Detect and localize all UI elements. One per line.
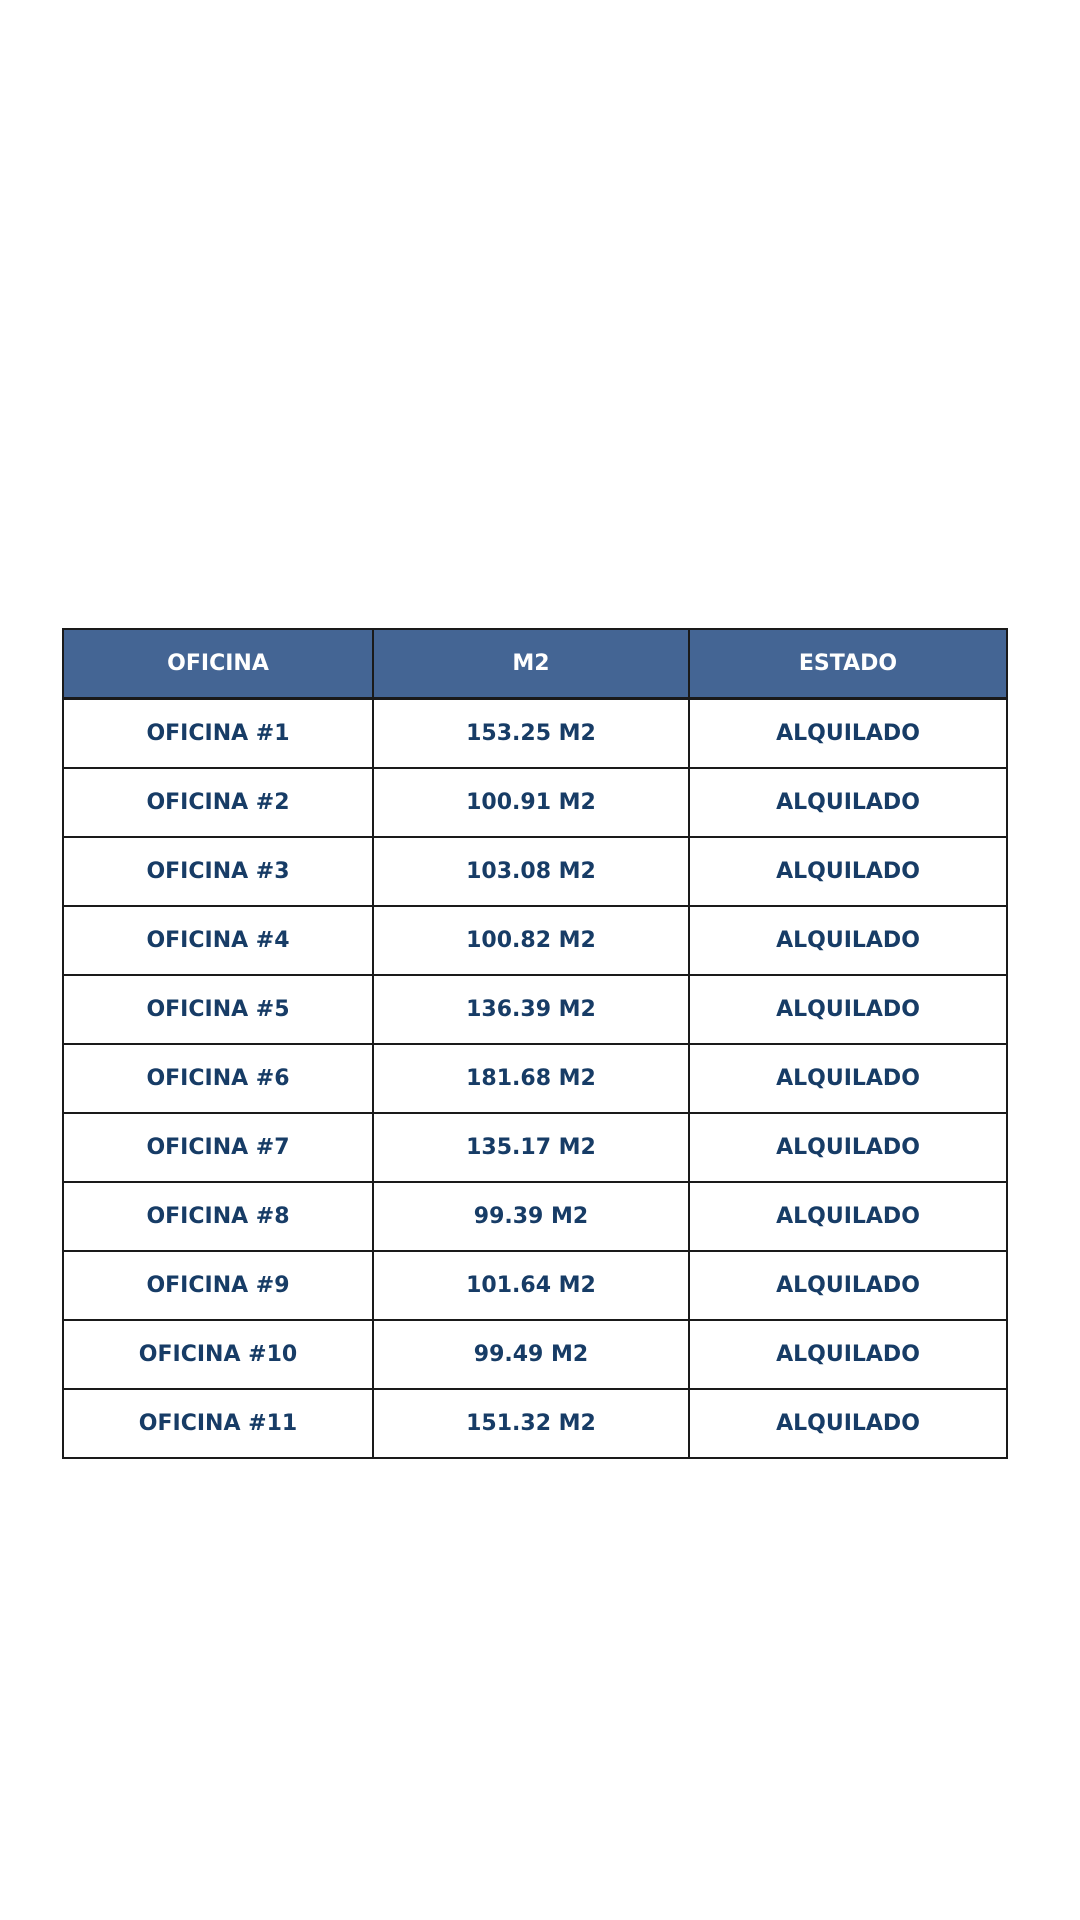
office-table: [62, 628, 1008, 1459]
table-row: [63, 1113, 1007, 1182]
table-row: [63, 975, 1007, 1044]
cell-oficina: OFICINA #10: [63, 1320, 373, 1389]
cell-oficina: OFICINA #7: [63, 1113, 373, 1182]
table-row: [63, 906, 1007, 975]
cell-estado: ALQUILADO: [689, 1044, 1007, 1113]
cell-oficina: OFICINA #9: [63, 1251, 373, 1320]
header-row: [63, 629, 1007, 699]
table-row: [63, 1044, 1007, 1113]
cell-oficina: OFICINA #4: [63, 906, 373, 975]
cell-m2: 99.39 M2: [373, 1182, 689, 1251]
cell-m2: 100.82 M2: [373, 906, 689, 975]
table-row: [63, 1320, 1007, 1389]
cell-oficina: OFICINA #6: [63, 1044, 373, 1113]
table-row: [63, 837, 1007, 906]
cell-m2: 101.64 M2: [373, 1251, 689, 1320]
table-row: [63, 1389, 1007, 1458]
table-row: [63, 1182, 1007, 1251]
cell-m2: 181.68 M2: [373, 1044, 689, 1113]
table-body: [63, 699, 1007, 1459]
table-header: [63, 629, 1007, 699]
header-estado: ESTADO: [689, 629, 1007, 699]
cell-estado: ALQUILADO: [689, 1251, 1007, 1320]
cell-m2: 99.49 M2: [373, 1320, 689, 1389]
cell-estado: ALQUILADO: [689, 906, 1007, 975]
cell-m2: 135.17 M2: [373, 1113, 689, 1182]
cell-m2: 103.08 M2: [373, 837, 689, 906]
cell-oficina: OFICINA #8: [63, 1182, 373, 1251]
cell-oficina: OFICINA #2: [63, 768, 373, 837]
cell-estado: ALQUILADO: [689, 699, 1007, 769]
cell-estado: ALQUILADO: [689, 768, 1007, 837]
cell-m2: 153.25 M2: [373, 699, 689, 769]
cell-oficina: OFICINA #5: [63, 975, 373, 1044]
cell-m2: 100.91 M2: [373, 768, 689, 837]
table-row: [63, 1251, 1007, 1320]
table-row: [63, 768, 1007, 837]
cell-m2: 136.39 M2: [373, 975, 689, 1044]
cell-estado: ALQUILADO: [689, 1389, 1007, 1458]
cell-m2: 151.32 M2: [373, 1389, 689, 1458]
cell-estado: ALQUILADO: [689, 837, 1007, 906]
cell-estado: ALQUILADO: [689, 1182, 1007, 1251]
cell-oficina: OFICINA #1: [63, 699, 373, 769]
cell-oficina: OFICINA #11: [63, 1389, 373, 1458]
header-oficina: OFICINA: [63, 629, 373, 699]
cell-oficina: OFICINA #3: [63, 837, 373, 906]
header-m2: M2: [373, 629, 689, 699]
cell-estado: ALQUILADO: [689, 975, 1007, 1044]
table-row: [63, 699, 1007, 769]
cell-estado: ALQUILADO: [689, 1113, 1007, 1182]
cell-estado: ALQUILADO: [689, 1320, 1007, 1389]
